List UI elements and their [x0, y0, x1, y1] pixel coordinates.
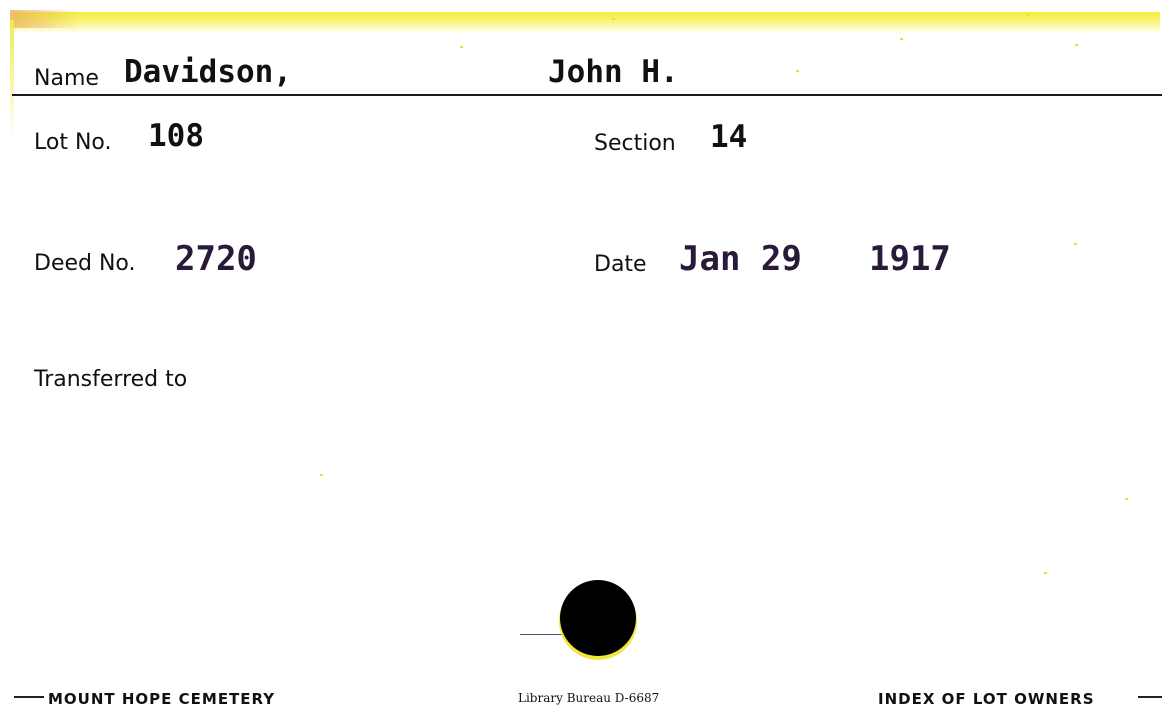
hole-tick-mark — [520, 634, 562, 635]
date-label: Date — [594, 252, 647, 277]
lot-label: Lot No. — [34, 130, 112, 155]
footer-printer-mark: Library Bureau D-6687 — [518, 691, 660, 705]
footer-rule-left — [14, 696, 44, 698]
speck — [900, 38, 903, 40]
speck — [460, 46, 463, 48]
section-label: Section — [594, 131, 676, 156]
deed-value: 2720 — [175, 239, 257, 279]
speck — [320, 474, 323, 476]
surname-value: Davidson, — [124, 54, 292, 90]
lot-value: 108 — [148, 118, 204, 154]
footer-rule-right — [1138, 696, 1162, 698]
footer-cemetery-name: MOUNT HOPE CEMETERY — [48, 690, 276, 708]
yellowed-edge — [12, 12, 1160, 34]
speck — [612, 18, 615, 20]
name-label: Name — [34, 66, 99, 91]
speck — [1044, 572, 1047, 574]
deed-label: Deed No. — [34, 251, 136, 276]
transferred-label: Transferred to — [34, 367, 188, 392]
date-month-day: Jan 29 — [679, 239, 802, 279]
speck — [1026, 14, 1029, 16]
given-name-value: John H. — [548, 54, 679, 90]
speck — [1125, 498, 1128, 500]
date-year: 1917 — [869, 239, 951, 279]
speck — [1074, 243, 1077, 245]
name-underline — [12, 94, 1162, 96]
left-edge-stain — [10, 20, 14, 140]
stain-mark — [10, 10, 80, 28]
speck — [796, 70, 799, 72]
footer-index-title: INDEX OF LOT OWNERS — [878, 690, 1095, 708]
punch-hole — [560, 580, 636, 656]
section-value: 14 — [710, 119, 748, 155]
speck — [1075, 44, 1078, 46]
